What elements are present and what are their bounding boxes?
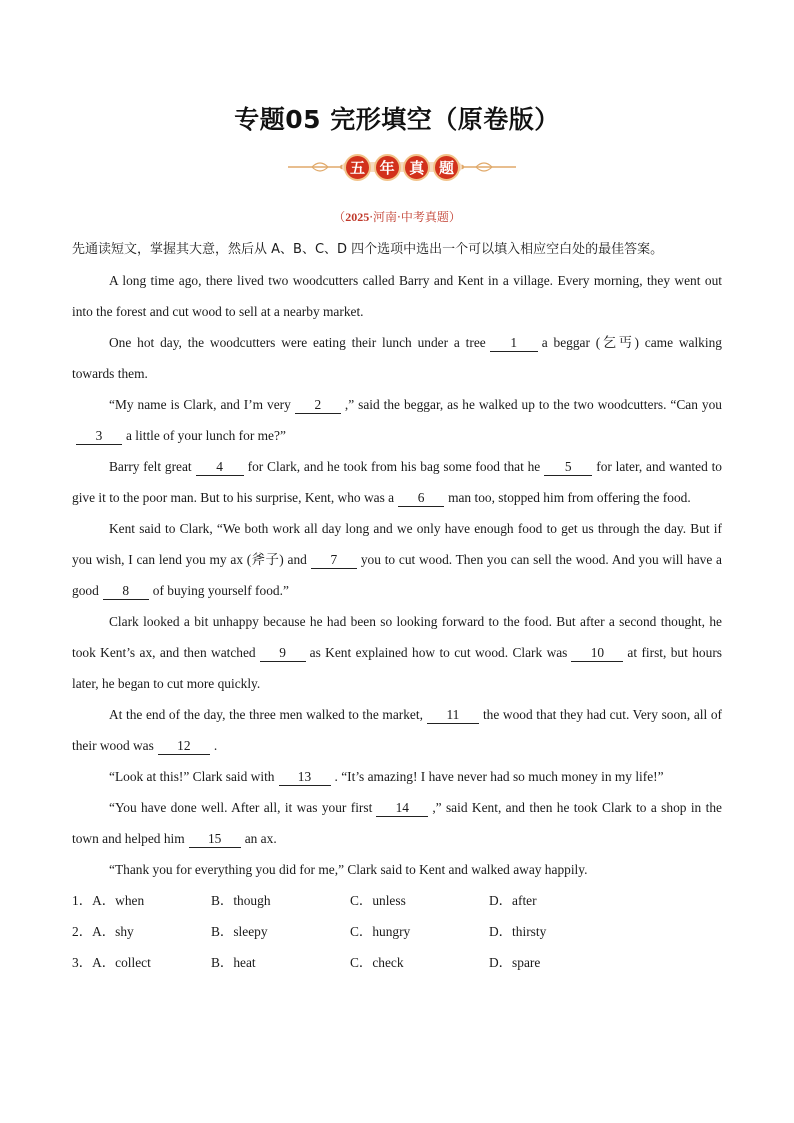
badge-row	[344, 151, 460, 183]
badge-char: 年	[374, 154, 401, 181]
question-options	[72, 885, 722, 978]
passage-body	[72, 234, 722, 978]
paragraph: “You have done well. After all, it was your first 14 ,” said Kent, and then he took Clark to a shop in the town and helped him 15 an ax.	[72, 800, 722, 846]
blank: 4	[196, 459, 244, 476]
source-label: （2025·河南·中考真题）	[333, 210, 461, 224]
option-d[interactable]: D．after	[489, 893, 537, 908]
paragraph: “My name is Clark, and I’m very 2 ,” said the beggar, as he walked up to the two woodcutters. “Can you3 a little of your lunch for me?”	[72, 389, 722, 451]
blank: 7	[311, 552, 357, 569]
blank: 11	[427, 707, 479, 724]
option-c[interactable]: C．check	[350, 955, 404, 970]
question-row	[72, 916, 722, 947]
blank: 10	[571, 645, 623, 662]
blank: 8	[103, 583, 149, 600]
paragraph: “Look at this!” Clark said with 13 . “It’s amazing! I have never had so much money in my life!”	[109, 769, 664, 784]
question-row	[72, 947, 722, 978]
option-d[interactable]: D．spare	[489, 955, 541, 970]
option-b[interactable]: B．though	[211, 893, 271, 908]
option-a[interactable]: 1．A．when	[72, 893, 145, 908]
blank: 5	[544, 459, 592, 476]
blank: 15	[189, 831, 241, 848]
paragraph: Clark looked a bit unhappy because he had been so looking forward to the food. But after a second thought, he took Kent’s ax, and then watched 9 as Kent explained how to cut wood. Clark was 10 at first, but hours later, he began to cut more quickly.	[72, 614, 722, 691]
option-d[interactable]: D．thirsty	[489, 924, 547, 939]
blank: 1	[490, 335, 538, 352]
blank: 14	[376, 800, 428, 817]
badge-char: 真	[403, 154, 430, 181]
blank: 13	[279, 769, 331, 786]
paragraph: Kent said to Clark, “We both work all day long and we only have enough food to get us through the day. But if you wish, I can lend you my ax (斧子) and 7 you to cut wood. Then you can sell the wood. And you will have a good 8 of buying yourself food.”	[72, 521, 722, 598]
option-c[interactable]: C．unless	[350, 893, 406, 908]
blank: 2	[295, 397, 341, 414]
option-a[interactable]: 3．A．collect	[72, 955, 151, 970]
badge-char: 题	[433, 154, 460, 181]
instructions: 先通读短文，掌握其大意，然后从 A、B、C、D 四个选项中选出一个可以填入相应空白处的最佳答案。	[72, 242, 664, 257]
blank: 3	[76, 428, 122, 445]
question-row	[72, 885, 722, 916]
paragraph: Barry felt great 4 for Clark, and he took from his bag some food that he 5 for later, and wanted to give it to the poor man. But to his surprise, Kent, who was a 6 man too, stopped him from offering the food.	[72, 459, 722, 505]
paragraph: A long time ago, there lived two woodcutters called Barry and Kent in a village. Every morning, they went out into the forest and cut wood to sell at a nearby market.	[72, 273, 722, 319]
option-b[interactable]: B．sleepy	[211, 924, 268, 939]
blank: 9	[260, 645, 306, 662]
paragraph: At the end of the day, the three men walked to the market, 11 the wood that they had cut. Very soon, all of their wood was 12 .	[72, 707, 722, 753]
option-b[interactable]: B．heat	[211, 955, 256, 970]
paragraph: One hot day, the woodcutters were eating their lunch under a tree 1 a beggar (乞丐) came walking towards them.	[72, 335, 722, 381]
option-c[interactable]: C．hungry	[350, 924, 411, 939]
option-a[interactable]: 2．A．shy	[72, 924, 134, 939]
blank: 6	[398, 490, 444, 507]
blank: 12	[158, 738, 210, 755]
badge-char: 五	[344, 154, 371, 181]
paragraph: “Thank you for everything you did for me,” Clark said to Kent and walked away happily.	[109, 862, 588, 877]
section-banner	[282, 148, 522, 186]
page-title: 专题05 完形填空（原卷版）	[234, 105, 560, 134]
